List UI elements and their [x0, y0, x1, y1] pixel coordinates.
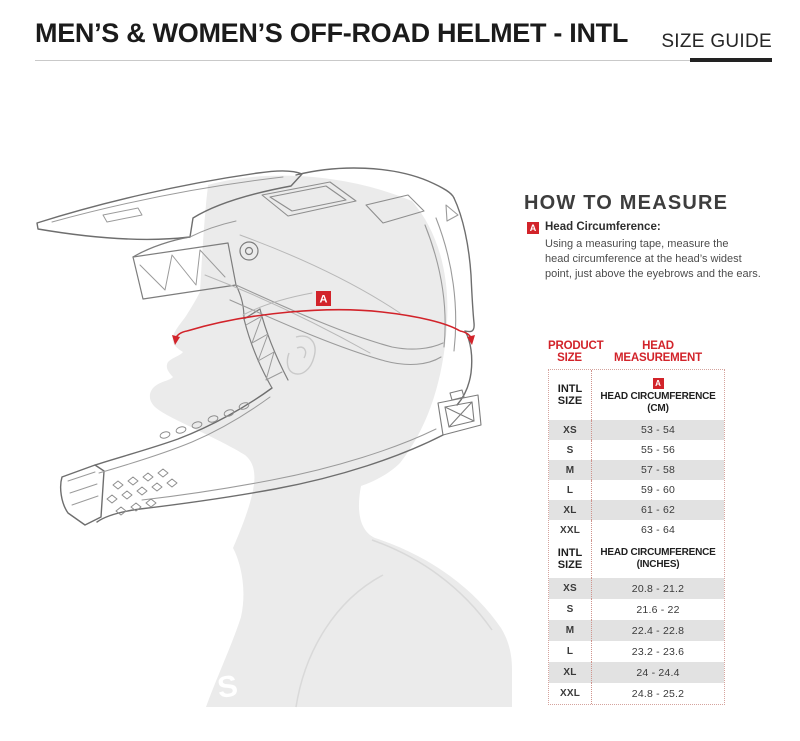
table-subheader-inches — [549, 540, 724, 578]
page-title: MEN’S & WOMEN’S OFF-ROAD HELMET - INTL — [35, 18, 629, 48]
head-silhouette — [150, 176, 512, 707]
circumference-label: HEAD CIRCUMFERENCE — [600, 547, 716, 558]
measurement-cell: 59 - 60 — [640, 484, 676, 496]
intl-size-label: INTL — [557, 547, 583, 559]
measure-description-line: Using a measuring tape, measure the — [545, 238, 729, 250]
intl-size-label: SIZE — [557, 395, 583, 407]
table-subheader-cm — [549, 370, 724, 420]
table-row — [549, 599, 724, 620]
measurement-cell: 24.8 - 25.2 — [631, 687, 685, 700]
measurement-cell: 63 - 64 — [640, 524, 676, 536]
marker-a-label: A — [319, 293, 328, 306]
size-cell: XL — [563, 504, 577, 516]
size-cell: XL — [563, 667, 577, 678]
unit-label: (INCHES) — [636, 559, 680, 570]
how-to-measure-heading: HOW TO MEASURE — [524, 192, 729, 214]
measure-description-line: point, just above the eyebrows and the ears. — [545, 268, 761, 280]
header-divider — [35, 60, 772, 61]
intl-size-label: SIZE — [557, 559, 583, 571]
table-row — [549, 460, 724, 480]
size-cell: L — [566, 484, 574, 496]
measure-description — [545, 237, 761, 282]
table-row — [549, 480, 724, 500]
rear-duct — [438, 390, 481, 435]
size-cell: L — [566, 646, 574, 657]
table-row — [549, 420, 724, 440]
table-row — [549, 641, 724, 662]
table-column-headers — [548, 340, 725, 364]
table-row — [549, 578, 724, 599]
measurement-cell: 57 - 58 — [640, 464, 676, 476]
table-row — [549, 520, 724, 540]
measure-description-line: head circumference at the head’s widest — [545, 253, 742, 265]
size-cell: S — [566, 604, 574, 615]
measurement-cell: 21.6 - 22 — [636, 603, 680, 616]
size-cell: S — [566, 444, 574, 456]
size-cell: M — [565, 464, 575, 476]
measurement-cell: 23.2 - 23.6 — [631, 645, 685, 658]
product-size-header: PRODUCT SIZE — [548, 340, 604, 364]
measurement-marker-a — [316, 291, 331, 306]
circumference-label: HEAD CIRCUMFERENCE — [600, 390, 716, 402]
header-divider-accent — [690, 58, 772, 62]
size-cell: XXL — [559, 524, 581, 536]
measurement-cell: 24 - 24.4 — [636, 666, 680, 679]
helmet-illustration — [0, 85, 530, 741]
measurement-cell: 55 - 56 — [640, 444, 676, 456]
measurement-cell: 22.4 - 22.8 — [631, 624, 685, 637]
size-cell: XXL — [559, 688, 581, 699]
table-row — [549, 440, 724, 460]
size-table — [548, 369, 725, 705]
measure-item-label: Head Circumference: — [545, 221, 661, 233]
table-row — [549, 662, 724, 683]
table-row — [549, 500, 724, 520]
table-row — [549, 620, 724, 641]
size-cell: XS — [563, 424, 577, 436]
shirt-letter: S — [215, 669, 240, 705]
size-guide-label: SIZE GUIDE — [661, 31, 772, 52]
measure-marker-badge: A — [527, 222, 539, 234]
size-cell: XS — [563, 583, 577, 594]
measurement-cell: 61 - 62 — [640, 504, 676, 516]
table-row — [549, 683, 724, 704]
size-cell: M — [565, 625, 575, 636]
intl-size-label: INTL — [557, 383, 583, 395]
measurement-cell: 53 - 54 — [640, 424, 676, 436]
table-marker-badge: A — [653, 378, 664, 389]
measurement-cell: 20.8 - 21.2 — [631, 582, 685, 595]
head-measurement-header: HEAD MEASUREMENT — [614, 340, 702, 364]
unit-label: (CM) — [647, 402, 669, 414]
